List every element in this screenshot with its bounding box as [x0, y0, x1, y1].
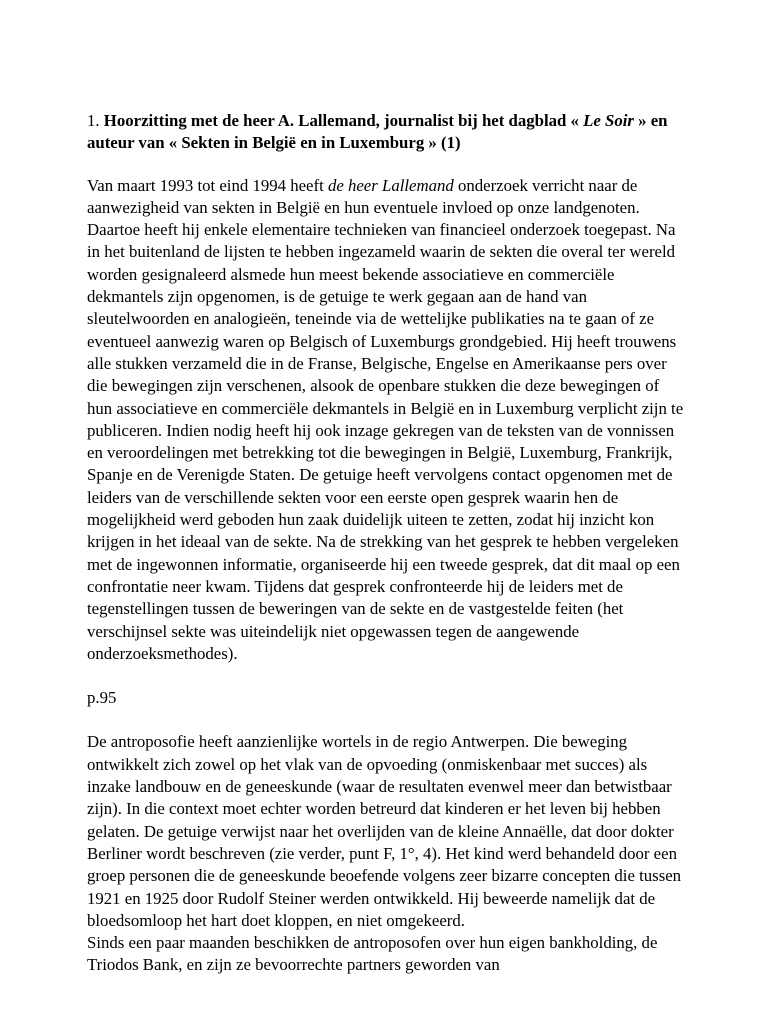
witness-name: de heer Lallemand [327, 175, 454, 195]
document-page [87, 110, 687, 977]
heading-number: 1. [87, 111, 104, 130]
page-reference: p.95 [87, 688, 117, 708]
newspaper-name: Le Soir [583, 111, 634, 130]
body-paragraph-3: Sinds een paar maanden beschikken de antroposofen over hun eigen bankholding, de Triodos Bank, en zijn ze bevoorrechte partners geworden van [87, 933, 658, 975]
body-paragraph-2: De antroposofie heeft aanzienlijke wortels in de regio Antwerpen. Die beweging ontwikkelt zich zowel op het vlak van de opvoeding (onmiskenbaar met succes) als inzake landbouw en de geneeskunde (waar de resultaten evenwel meer dan betwistbaar zijn). In die context moet echter worden betreurd dat kinderen er het leven bij hebben gelaten. De getuige verwijst naar het overlijden van de kleine Annaëlle, dat door dokter Berliner wordt beschreven (zie verder, punt F, 1°, 4). Het kind werd behandeld door een groep personen die de geneeskunde beoefende volgens zeer bizarre concepten die tussen 1921 en 1925 door Rudolf Steiner werden ontwikkeld. Hij beweerde namelijk dat de bloedsomloop het hart doet kloppen, en niet omgekeerd. [87, 732, 682, 930]
heading-text: Hoorzitting met de heer A. Lallemand, journalist bij het dagblad « Le Soir » en auteur van « Sekten in België en in Luxemburg » (1) [87, 111, 668, 153]
body-paragraph-1: Van maart 1993 tot eind 1994 heeft de heer Lallemand onderzoek verricht naar de aanwezigheid van sekten in België en hun eventuele invloed op onze landgenoten. Daartoe heeft hij enkele elementaire technieken van financieel onderzoek toegepast. Na in het buitenland de lijsten te hebben ingezameld waarin de sekten die overal ter wereld worden gesignaleerd alsmede hun meest bekende associatieve en commerciële dekmantels zijn opgenomen, is de getuige te werk gegaan aan de hand van sleutelwoorden en analogieën, teneinde via de wettelijke publikaties na te gaan of ze eventueel aanwezig waren op Belgisch of Luxemburgs grondgebied. Hij heeft trouwens alle stukken verzameld die in de Franse, Belgische, Engelse en Amerikaanse pers over die bewegingen zijn verschenen, alsook de openbare stukken die deze bewegingen of hun associatieve en commerciële dekmantels in België en in Luxemburg verplicht zijn te publiceren. Indien nodig heeft hij ook inzage gekregen van de teksten van de vonnissen en veroordelingen met betrekking tot die bewegingen in België, Luxemburg, Frankrijk, Spanje en de Verenigde Staten. De getuige heeft vervolgens contact opgenomen met de leiders van de verschillende sekten voor een eerste open gesprek waarin hen de mogelijkheid werd geboden hun zaak duidelijk uiteen te zetten, zodat hij inzicht kon krijgen in het ideaal van de sekte. Na de strekking van het gesprek te hebben vergeleken met de ingewonnen informatie, organiseerde hij een tweede gesprek, dat dit maal op een confrontatie neer kwam. Tijdens dat gesprek confronteerde hij de leiders met de tegenstellingen tussen de beweringen van de sekte en de vastgestelde feiten (het verschijnsel sekte was uiteindelijk niet opgewassen tegen de aangewende onderzoeksmethodes). [87, 175, 684, 663]
section-heading [87, 110, 687, 155]
